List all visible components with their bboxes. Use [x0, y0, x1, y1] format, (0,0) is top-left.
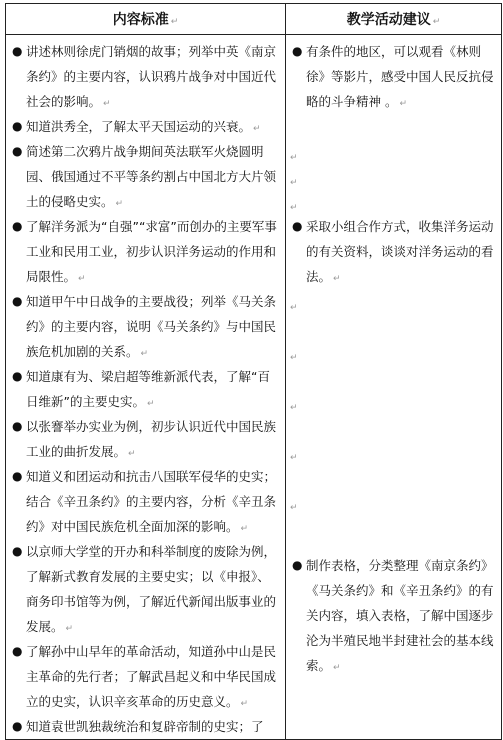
list-item: ● 制作表格，分类整理《南京条约》《马关条约》和《辛丑条约》的有关内容，填入表格，了解中国逐步沦为半殖民地半封建社会的基本线索。 ↵ — [292, 553, 497, 681]
return-mark-icon: ↵ — [240, 524, 249, 534]
header-activity-suggestion: 教学活动建议 ↵ — [286, 4, 502, 35]
curriculum-table — [5, 3, 502, 740]
list-item: ● 知道甲午中日战争的主要战役；列举《马关条约》的主要内容，说明《马关条约》与中国民族危机加剧的关系。 ↵ — [12, 289, 281, 367]
list-item: ● 有条件的地区，可以观看《林则徐》等影片，感受中国人民反抗侵略的斗争精神 。 ↵ — [292, 39, 497, 117]
activity-suggestion-cell — [286, 35, 502, 740]
bullet-icon: ● — [12, 144, 23, 158]
return-mark-icon: ↵ — [290, 453, 298, 463]
return-mark-icon: ↵ — [333, 663, 341, 673]
return-mark-icon: ↵ — [290, 503, 298, 513]
return-mark-icon: ↵ — [399, 99, 408, 109]
return-mark-icon: ↵ — [140, 349, 149, 359]
return-mark-icon: ↵ — [290, 178, 298, 188]
return-mark-icon: ↵ — [290, 303, 298, 313]
list-item: ● 采取小组合作方式，收集洋务运动的有关资料，谈谈对洋务运动的看法。 ↵ — [292, 214, 497, 292]
return-mark-icon: ↵ — [333, 274, 341, 284]
return-mark-icon: ↵ — [253, 124, 261, 134]
list-item: ● 知道康有为、梁启超等维新派代表，了解“百日维新”的主要史实。 ↵ — [12, 364, 281, 417]
list-item: ● 知道义和团运动和抗击八国联军侵华的史实；结合《辛丑条约》的主要内容，分析《辛丑条约》对中国民族危机全面加深的影响。 ↵ — [12, 464, 281, 542]
body-row — [6, 35, 502, 740]
return-mark-icon: ↵ — [78, 274, 86, 284]
bullet-icon: ● — [292, 558, 303, 572]
bullet-icon: ● — [12, 44, 23, 58]
return-mark-icon: ↵ — [146, 399, 155, 409]
list-item: ● 以张謇举办实业为例，初步认识近代中国民族工业的曲折发展。 ↵ — [12, 414, 281, 467]
header-content-standard: 内容标准 ↵ — [6, 4, 286, 35]
bullet-icon: ● — [12, 469, 23, 483]
list-item: ● 以京师大学堂的开办和科举制度的废除为例，了解新式教育发展的主要史实；以《申报》、商务印书馆等为例，了解近代新闻出版事业的发展。 ↵ — [12, 539, 281, 642]
bullet-icon: ● — [12, 719, 23, 733]
bullet-icon: ● — [12, 119, 23, 133]
bullet-icon: ● — [12, 219, 23, 233]
bullet-icon: ● — [12, 419, 23, 433]
return-mark-icon: ↵ — [115, 199, 124, 209]
return-mark-icon: ↵ — [128, 449, 136, 459]
list-item: ● 讲述林则徐虎门销烟的故事；列举中英《南京条约》的主要内容，认识鸦片战争对中国近代社会的影响。 ↵ — [12, 39, 281, 117]
list-item: ● 了解洋务派为“自强”“求富”而创办的主要军事工业和民用工业，初步认识洋务运动的作用和局限性。 ↵ — [12, 214, 281, 292]
bullet-icon: ● — [12, 294, 23, 308]
return-mark-icon: ↵ — [240, 699, 249, 709]
return-mark-icon: ↵ — [103, 99, 111, 109]
return-mark-icon: ↵ — [290, 203, 298, 213]
content-standard-cell — [6, 35, 286, 740]
return-mark-icon: ↵ — [290, 403, 298, 413]
list-item: ● 知道袁世凯独裁统治和复辟帝制的史实；了 — [12, 714, 281, 739]
bullet-icon: ● — [292, 219, 303, 233]
return-mark-icon: ↵ — [290, 153, 298, 163]
bullet-icon: ● — [12, 644, 23, 658]
return-mark-icon: ↵ — [65, 624, 74, 634]
bullet-icon: ● — [12, 544, 23, 558]
header-row — [6, 4, 502, 35]
list-item: ● 知道洪秀全，了解太平天国运动的兴衰。 ↵ — [12, 114, 281, 142]
list-item: ● 简述第二次鸦片战争期间英法联军火烧圆明园、俄国通过不平等条约割占中国北方大片领土的侵略史实。 ↵ — [12, 139, 281, 217]
bullet-icon: ● — [12, 369, 23, 383]
return-mark-icon: ↵ — [290, 353, 298, 363]
list-item: ● 了解孙中山早年的革命活动，知道孙中山是民主革命的先行者；了解武昌起义和中华民国成立的史实，认识辛亥革命的历史意义。 ↵ — [12, 639, 281, 717]
bullet-icon: ● — [292, 44, 303, 58]
